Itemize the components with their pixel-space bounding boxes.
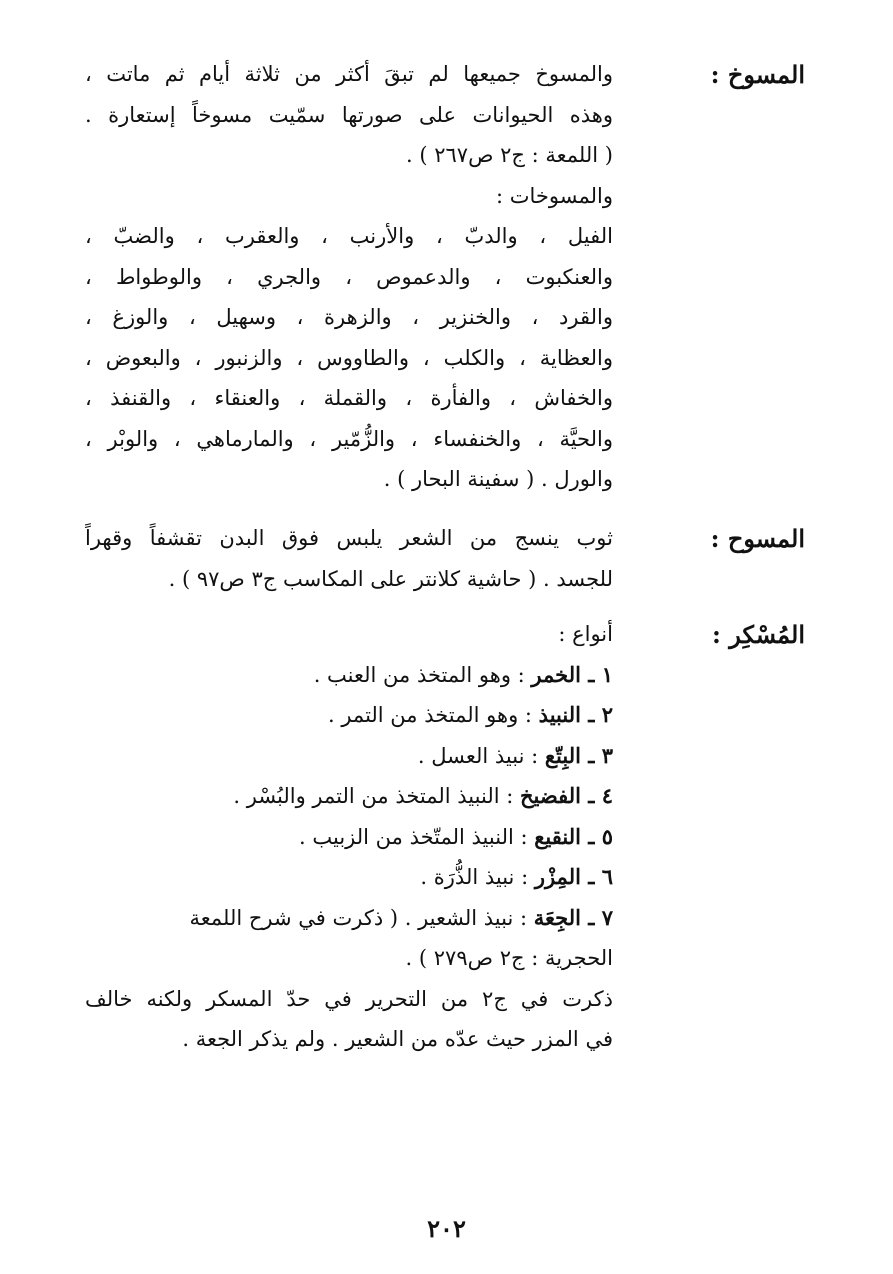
text-line: ثوب ينسج من الشعر يلبس فوق البدن تقشفاً وقهراً: [85, 526, 613, 550]
list-item: [85, 857, 613, 898]
page-number: ٢٠٢: [427, 1214, 466, 1243]
text-line: والقرد ، والخنزير ، والزهرة ، وسهيل ، والوزغ ،: [85, 305, 613, 329]
item-text: : وهو المتخذ من العنب .: [313, 662, 532, 687]
text-line: والعظاية ، والكلب ، والطاووس ، والزنبور ، والبعوض ،: [85, 345, 613, 370]
entry-term: المسوح :: [710, 524, 805, 553]
text-line: والورل . ( سفينة البحار ) .: [383, 467, 613, 491]
list-item: [85, 736, 613, 777]
list-item: [85, 776, 613, 817]
text-line: للجسد . ( حاشية كلانتر على المكاسب ج٣ ص٩٧ ) .: [168, 566, 613, 591]
item-text: : نبيذ الشعير . ( ذكرت في شرح اللمعة: [189, 905, 534, 930]
entry-term: المُسْكِر :: [712, 620, 805, 649]
text-line: ( اللمعة : ج٢ ص٢٦٧ ) .: [406, 143, 613, 167]
item-label: ٦ ـ المِزْر: [534, 864, 613, 889]
item-text: : النبيذ المتخذ من التمر والبُسْر .: [233, 784, 520, 808]
list-item: [85, 695, 613, 736]
list-item: [85, 898, 613, 939]
item-text: : نبيذ الذُّرَة .: [420, 865, 535, 889]
item-label: ٤ ـ الفضيخ: [519, 783, 613, 808]
item-label: ١ ـ الخمر: [531, 661, 613, 687]
text-line: والمسوخ جميعها لم تبقَ أكثر من ثلاثة أيام ثم ماتت ،: [85, 62, 613, 86]
entry-body: [85, 54, 613, 500]
item-label: ٥ ـ النقيع: [534, 823, 613, 849]
entry-term: المسوخ :: [710, 60, 805, 89]
list-item: [85, 817, 613, 858]
list-item: [85, 655, 613, 696]
item-label: ٧ ـ الجِعَة: [533, 904, 613, 930]
item-text: : نبيذ العسل .: [417, 743, 545, 768]
item-label: ٣ ـ البِتّع: [544, 742, 613, 768]
text-line: والمسوخات :: [496, 183, 613, 208]
text-line: في المزر حيث عدّه من الشعير . ولم يذكر الجعة .: [182, 1027, 613, 1051]
item-label: ٢ ـ النبيذ: [538, 702, 613, 727]
item-text: : وهو المتخذ من التمر .: [327, 703, 539, 727]
text-line: الفيل ، والدبّ ، والأرنب ، والعقرب ، والضبّ ،: [85, 224, 613, 248]
text-line: والعنكبوت ، والدعموص ، والجري ، والوطواط ،: [85, 264, 613, 289]
text-line: والخفاش ، والفأرة ، والقملة ، والعنقاء ، والقنفذ ،: [85, 386, 613, 410]
text-line: ذكرت في ج٢ من التحرير في حدّ المسكر ولكنه خالف: [85, 986, 613, 1011]
text-line: والحيَّة ، والخنفساء ، والزُّمّير ، والمارماهي ، والوبْر ،: [85, 426, 613, 451]
entry-body: [85, 518, 613, 599]
text-line: أنواع :: [558, 622, 613, 646]
text-line: وهذه الحيوانات على صورتها سمّيت مسوخاً إستعارة .: [85, 102, 613, 127]
entry-body: [85, 614, 613, 1060]
text-line: الحجرية : ج٢ ص٢٧٩ ) .: [405, 946, 613, 970]
item-text: : النبيذ المتّخذ من الزبيب .: [299, 824, 535, 849]
